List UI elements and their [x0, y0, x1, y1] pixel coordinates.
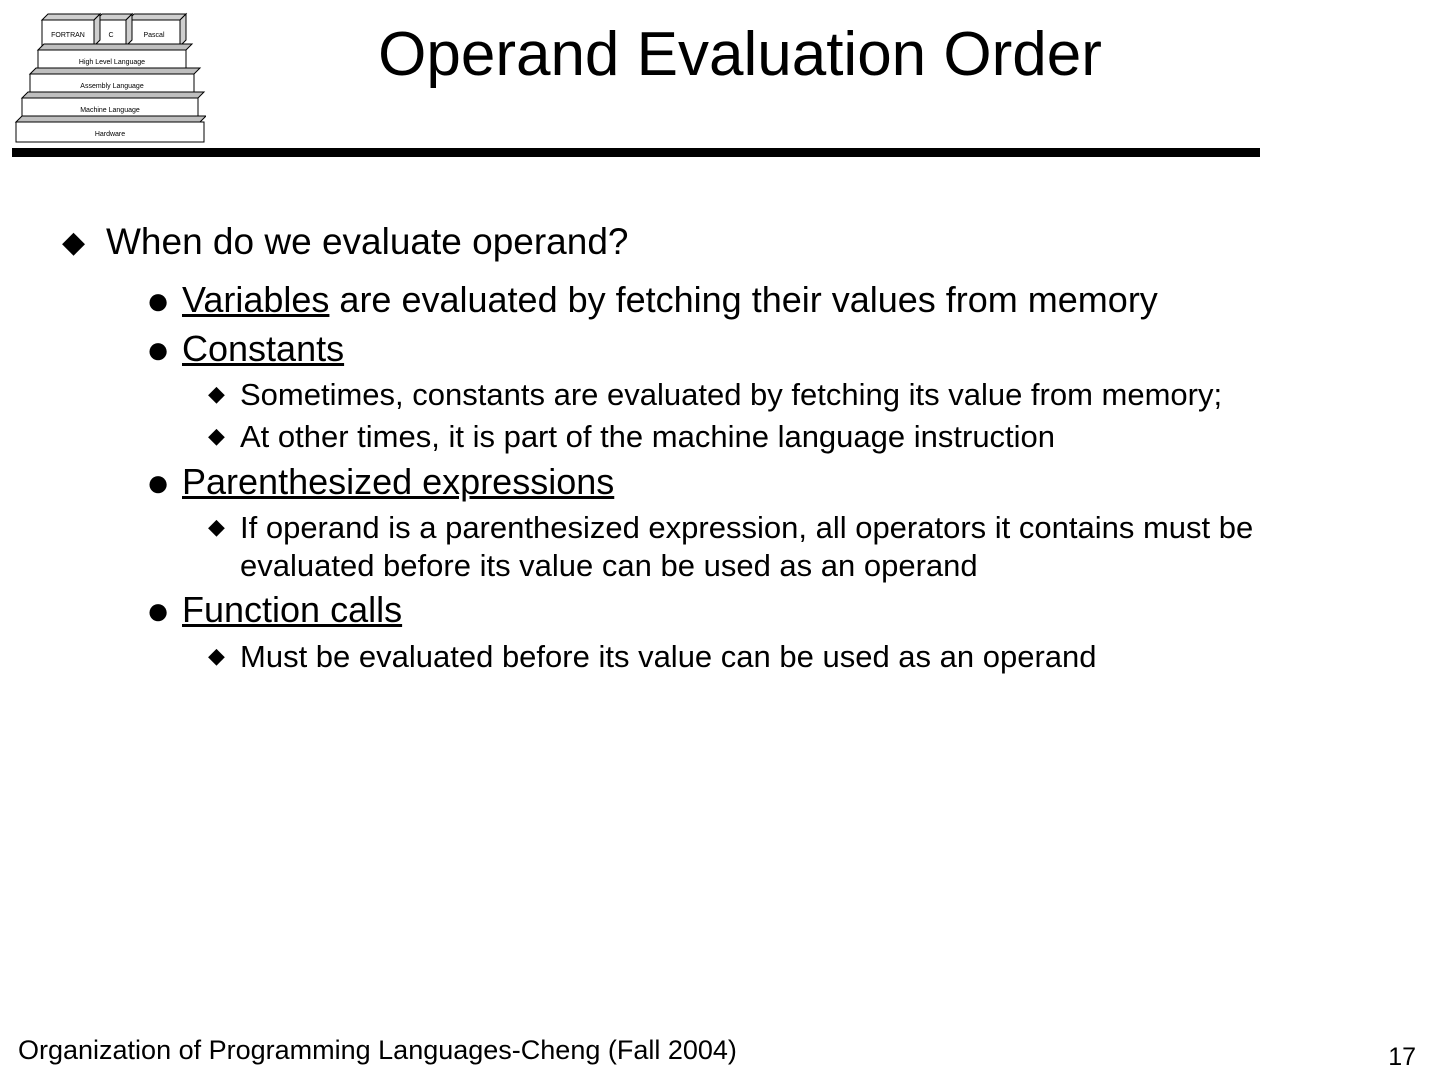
circle-bullet-icon: ●: [146, 278, 171, 323]
page-title: Operand Evaluation Order: [378, 20, 1102, 89]
bullet-text: [182, 327, 1370, 370]
bullet-keyword: Function calls: [182, 589, 403, 631]
svg-text:Machine Language: Machine Language: [80, 107, 140, 114]
svg-text:C: C: [108, 32, 114, 39]
small-diamond-bullet-icon: ◆: [208, 513, 225, 539]
circle-bullet-icon: ●: [146, 460, 171, 505]
bullet-keyword: Constants: [182, 327, 345, 369]
list-item: [0, 376, 1440, 414]
svg-text:Hardware: Hardware: [94, 131, 126, 138]
small-diamond-bullet-icon: ◆: [208, 642, 225, 668]
slide-content: [0, 220, 1440, 679]
list-item: [0, 588, 1440, 634]
circle-bullet-icon: ●: [146, 589, 171, 634]
slide-header: [0, 0, 1440, 158]
diamond-bullet-icon: ◆: [62, 226, 86, 259]
language-hierarchy-stack-image: [10, 6, 206, 144]
list-item: [0, 327, 1440, 370]
bullet-text: At other times, it is part of the machine language instruction: [240, 418, 1056, 454]
small-diamond-bullet-icon: ◆: [208, 422, 225, 448]
list-item: [0, 460, 1440, 503]
list-item: [0, 220, 1440, 264]
svg-text:High Level Language: High Level Language: [78, 59, 146, 66]
list-item: [0, 418, 1440, 456]
bullet-text: Sometimes, constants are evaluated by fetching its value from memory;: [240, 377, 1223, 413]
svg-text:Pascal: Pascal: [143, 32, 165, 39]
svg-text:Assembly Language: Assembly Language: [80, 83, 144, 90]
bullet-text: [182, 588, 1370, 631]
bullet-keyword: Variables: [182, 278, 330, 320]
bullet-detail: are evaluated by fetching their values from memory: [329, 278, 1158, 320]
bullet-text: Must be evaluated before its value can be used as an operand: [240, 638, 1097, 674]
circle-bullet-icon: ●: [146, 327, 171, 372]
title-divider: [12, 148, 1260, 157]
list-item: [0, 638, 1440, 676]
bullet-text: [182, 278, 1370, 321]
list-item: [0, 509, 1440, 585]
bullet-keyword: Parenthesized expressions: [182, 460, 615, 502]
bullet-text: [182, 460, 1370, 503]
small-diamond-bullet-icon: ◆: [208, 381, 225, 407]
list-item: [0, 278, 1440, 321]
slide-number: 17: [1388, 1043, 1416, 1071]
svg-text:FORTRAN: FORTRAN: [51, 32, 85, 39]
bullet-text: If operand is a parenthesized expression, all operators it contains must be evaluated before its value can be used as an operand: [240, 509, 1254, 583]
slide-footer: Organization of Programming Languages-Cheng (Fall 2004): [18, 1035, 737, 1065]
bullet-text: When do we evaluate operand?: [106, 221, 629, 262]
